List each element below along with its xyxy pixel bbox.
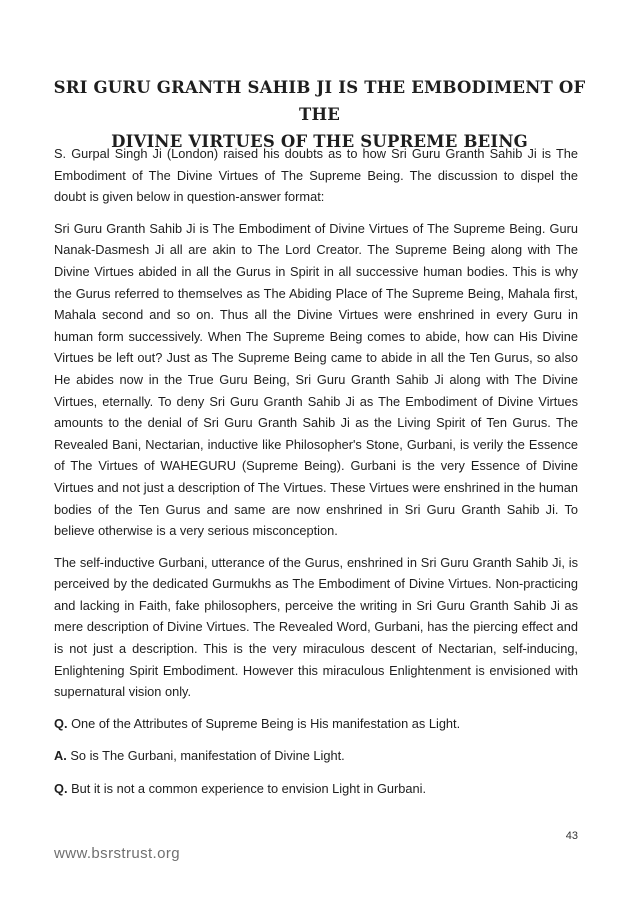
qa-label: Q.: [54, 781, 68, 797]
qa-text: One of the Attributes of Supreme Being is His manifestation as Light.: [67, 715, 461, 731]
paragraph: The self-inductive Gurbani, utterance of the Gurus, enshrined in Sri Guru Granth Sahib Ji, is perceived by the dedicated Gurmukhs as The Embodiment of Divine Virtues. Non-practicing and lacking in Faith, fake philosophers, perceive the writing in Sri Guru Granth Sahib Ji as mere description of Divine Virtues. The Revealed Word, Gurbani, has the piercing effect and is not just a description. This is the very miraculous descent of Nectarian, self-inducing, Enlightening Spirit Embodiment. However this miraculous Enlightenment is envisioned with supernatural vision only.: [54, 554, 578, 700]
paragraph: Sri Guru Granth Sahib Ji is The Embodiment of Divine Virtues of The Supreme Being. Guru Nanak-Dasmesh Ji all are akin to The Lord Creator. The Supreme Being along with The Divine Virtues abided in all the Gurus in Spirit in all successive human bodies. This is why the Gurus referred to themselves as The Abiding Place of The Supreme Being, Mahala first, Mahala second and so on. Thus all the Divine Virtues were enshrined in every Guru in human form successively. When The Supreme Being comes to abide, how can His Divine Virtues be left out? Just as The Supreme Being came to abide in all the Ten Gurus, so also He abides now in the True Guru Being, Sri Guru Granth Sahib Ji along with The Divine Virtues, eternally. To deny Sri Guru Granth Sahib Ji as The Embodiment of Divine Virtues amounts to the denial of Sri Guru Granth Sahib Ji as the Living Spirit of Ten Gurus. The Revealed Bani, Nectarian, inductive like Philosopher's Stone, Gurbani, is verily the Essence of The Virtues of WAHEGURU (Supreme Being). Gurbani is the very Essence of Divine Virtues and not just a description of The Virtues. These Virtues were enshrined in the human bodies of the Ten Gurus and same are now enshrined in Sri Guru Granth Sahib Ji. To believe otherwise is a very serious misconception.: [54, 220, 578, 539]
body-text: [54, 143, 578, 811]
qa-item: [54, 778, 578, 800]
footer-url[interactable]: www.bsrstrust.org: [54, 845, 180, 862]
qa-item: [54, 745, 578, 767]
page-number: 43: [565, 830, 578, 842]
title-line-1: SRI GURU GRANTH SAHIB JI IS THE EMBODIMENT OF THE: [53, 78, 586, 124]
qa-label: Q.: [54, 715, 68, 731]
qa-label: A.: [54, 748, 67, 764]
qa-item: [54, 713, 578, 735]
qa-text: But it is not a common experience to envision Light in Gurbani.: [67, 781, 427, 797]
title-line-2: DIVINE VIRTUES OF THE SUPREME BEING: [111, 132, 528, 151]
paragraph: S. Gurpal Singh Ji (London) raised his doubts as to how Sri Guru Granth Sahib Ji is The Embodiment of The Divine Virtues of The Supreme Being. The discussion to dispel the doubt is given below in question-answer format:: [54, 146, 578, 205]
qa-text: So is The Gurbani, manifestation of Divine Light.: [66, 748, 345, 764]
